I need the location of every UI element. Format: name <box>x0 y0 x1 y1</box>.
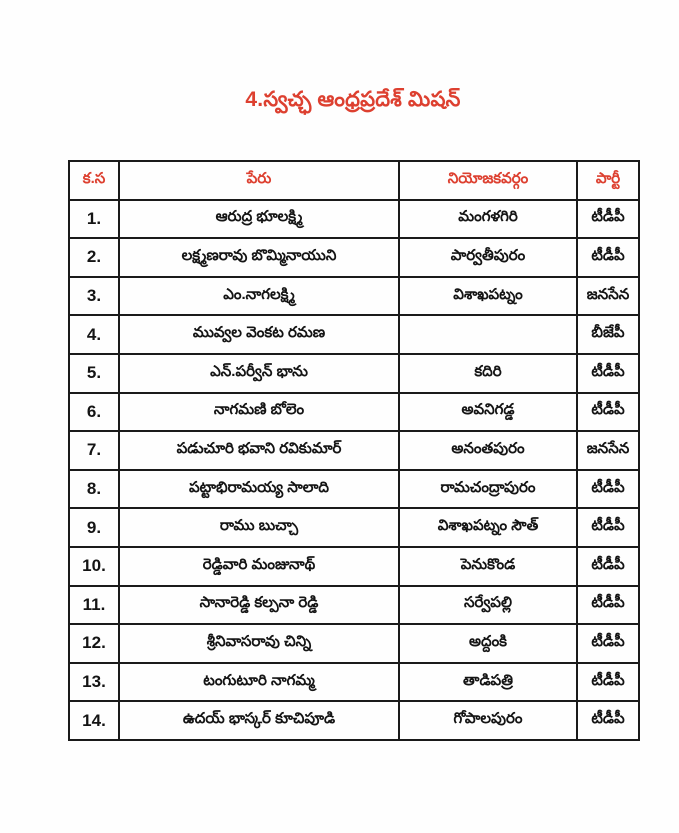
table-row <box>69 624 639 663</box>
cell-name: టంగుటూరి నాగమ్మ <box>119 663 399 702</box>
cell-sno: 13. <box>69 663 119 702</box>
table-row <box>69 547 639 586</box>
cell-name: ఉదయ్ భాస్కర్ కూచిపూడి <box>119 701 399 740</box>
cell-sno: 10. <box>69 547 119 586</box>
cell-sno: 11. <box>69 586 119 625</box>
members-table <box>68 160 640 741</box>
cell-constituency: అద్దంకి <box>399 624 577 663</box>
table-row <box>69 354 639 393</box>
cell-party: బీజేపీ <box>577 315 639 354</box>
cell-name: సానారెడ్డి కల్పనా రెడ్డి <box>119 586 399 625</box>
cell-sno: 8. <box>69 470 119 509</box>
cell-party: టీడీపీ <box>577 393 639 432</box>
cell-sno: 9. <box>69 508 119 547</box>
cell-name: లక్ష్మణరావు బొమ్మినాయుని <box>119 238 399 277</box>
cell-party: టీడీపీ <box>577 586 639 625</box>
cell-party: టీడీపీ <box>577 354 639 393</box>
table-row <box>69 200 639 239</box>
cell-sno: 2. <box>69 238 119 277</box>
cell-name: మువ్వల వెంకట రమణ <box>119 315 399 354</box>
cell-party: టీడీపీ <box>577 663 639 702</box>
cell-party: టీడీపీ <box>577 547 639 586</box>
table-row <box>69 663 639 702</box>
table-header-row <box>69 161 639 200</box>
cell-constituency: అవనిగడ్డ <box>399 393 577 432</box>
column-header-party: పార్టీ <box>577 161 639 200</box>
cell-party: టీడీపీ <box>577 200 639 239</box>
cell-sno: 6. <box>69 393 119 432</box>
cell-party: టీడీపీ <box>577 238 639 277</box>
cell-name: పడుచూరి భవాని రవికుమార్ <box>119 431 399 470</box>
cell-constituency: అనంతపురం <box>399 431 577 470</box>
cell-sno: 3. <box>69 277 119 316</box>
cell-constituency: కదిరి <box>399 354 577 393</box>
table-row <box>69 508 639 547</box>
table-row <box>69 315 639 354</box>
cell-constituency: మంగళగిరి <box>399 200 577 239</box>
cell-sno: 5. <box>69 354 119 393</box>
cell-name: శ్రీనివాసరావు చిన్ని <box>119 624 399 663</box>
cell-sno: 12. <box>69 624 119 663</box>
cell-party: టీడీపీ <box>577 624 639 663</box>
cell-party: టీడీపీ <box>577 508 639 547</box>
cell-party: టీడీపీ <box>577 701 639 740</box>
cell-name: రాము బుచ్చా <box>119 508 399 547</box>
cell-name: ఆరుద్ర భూలక్ష్మి <box>119 200 399 239</box>
cell-constituency: రామచంద్రాపురం <box>399 470 577 509</box>
cell-constituency: సర్వేపల్లి <box>399 586 577 625</box>
column-header-name: పేరు <box>119 161 399 200</box>
table-row <box>69 238 639 277</box>
cell-constituency: తాడిపత్రి <box>399 663 577 702</box>
cell-name: నాగమణి బోలెం <box>119 393 399 432</box>
table-row <box>69 431 639 470</box>
cell-sno: 4. <box>69 315 119 354</box>
cell-sno: 1. <box>69 200 119 239</box>
cell-sno: 14. <box>69 701 119 740</box>
page-title: 4.స్వచ్ఛ ఆంధ్రప్రదేశ్ మిషన్ <box>245 88 461 111</box>
cell-name: పట్టాభిరామయ్య సాలాది <box>119 470 399 509</box>
cell-constituency: పార్వతీపురం <box>399 238 577 277</box>
cell-party: టీడీపీ <box>577 470 639 509</box>
table-row <box>69 393 639 432</box>
table-row <box>69 701 639 740</box>
cell-party: జనసేన <box>577 277 639 316</box>
column-header-constituency: నియోజకవర్గం <box>399 161 577 200</box>
cell-constituency: విశాఖపట్నం సౌత్ <box>399 508 577 547</box>
cell-constituency: విశాఖపట్నం <box>399 277 577 316</box>
cell-name: ఎన్.పర్వీన్ భాను <box>119 354 399 393</box>
cell-constituency: గోపాలపురం <box>399 701 577 740</box>
cell-name: రెడ్డివారి మంజునాథ్ <box>119 547 399 586</box>
table-row <box>69 470 639 509</box>
table-row <box>69 586 639 625</box>
column-header-sno: క.స <box>69 161 119 200</box>
cell-party: జనసేన <box>577 431 639 470</box>
table-row <box>69 277 639 316</box>
cell-name: ఎం.నాగలక్ష్మి <box>119 277 399 316</box>
cell-sno: 7. <box>69 431 119 470</box>
cell-constituency <box>399 315 577 354</box>
cell-constituency: పెనుకొండ <box>399 547 577 586</box>
